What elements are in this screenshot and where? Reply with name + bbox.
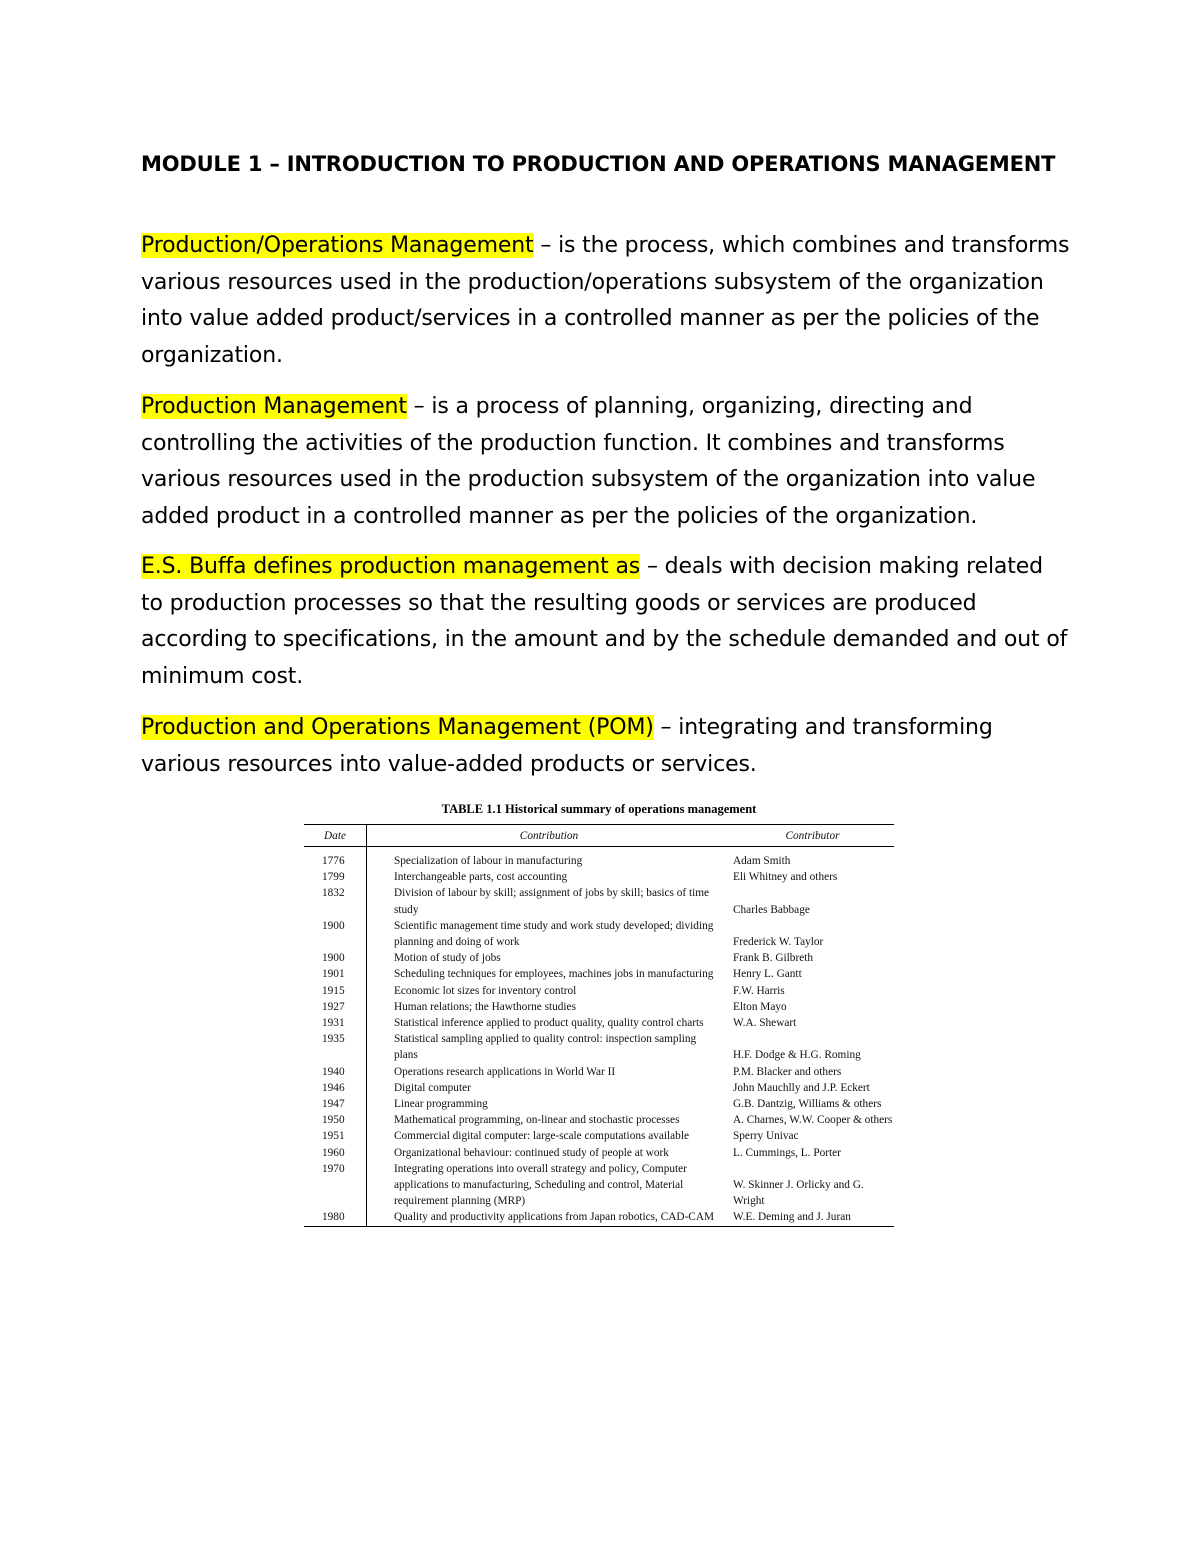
table-row [304, 1161, 894, 1210]
cell-contribution: Digital computer [394, 1081, 471, 1094]
cell-contribution: Linear programming [394, 1098, 488, 1111]
module-heading: MODULE 1 – INTRODUCTION TO PRODUCTION AND OPERATIONS MANAGEMENT [141, 152, 1056, 176]
cell-contributor: W.A. Shewart [733, 1017, 797, 1030]
cell-contributor: Adam Smith [733, 855, 791, 867]
cell-contributor: A. Charnes, W.W. Cooper & others [733, 1114, 893, 1127]
cell-contribution: Economic lot sizes for inventory control [394, 984, 577, 997]
cell-contributor: Henry L. Gantt [733, 968, 802, 981]
cell-date: 1940 [304, 1064, 367, 1080]
cell-contributor: Elton Mayo [733, 1000, 787, 1013]
cell-date: 1927 [304, 999, 367, 1015]
highlighted-term: E.S. Buffa defines production management as [141, 554, 641, 579]
cell-date: 1900 [304, 950, 367, 966]
cell-contributor: John Mauchlly and J.P. Eckert [733, 1081, 870, 1094]
cell-contributor: Eli Whitney and others [733, 871, 838, 884]
table-row [304, 918, 894, 950]
cell-contribution: Scheduling techniques for employees, machines jobs in manufacturing [394, 968, 714, 981]
cell-contributor: Frederick W. Taylor [733, 936, 824, 949]
cell-date: 1776 [304, 847, 367, 870]
table-row [304, 1112, 894, 1128]
cell-contributor: H.F. Dodge & H.G. Roming [733, 1049, 861, 1062]
table-body [304, 847, 894, 1227]
cell-contribution: Commercial digital computer: large-scale computations available [394, 1130, 689, 1143]
table-row [304, 1080, 894, 1096]
cell-contribution: Statistical inference applied to product quality, quality control charts [394, 1017, 704, 1030]
highlighted-term: Production Management [141, 394, 407, 419]
cell-date: 1960 [304, 1145, 367, 1161]
definition-text: – is a process of planning, organizing, directing and controlling the activities of the production function. It combines and transforms various resources used in the production subsystem of the organization into value added product in a controlled manner as per the policies of the organization. [141, 394, 1036, 529]
cell-contributor: W.E. Deming and J. Juran [731, 1209, 894, 1226]
column-header-contributor: Contributor [731, 825, 894, 847]
table-caption: TABLE 1.1 Historical summary of operations management [441, 802, 757, 816]
table-row [304, 1031, 894, 1063]
definition-buffa [141, 549, 1071, 695]
cell-contribution: Quality and productivity applications from Japan robotics, CAD-CAM [367, 1209, 732, 1226]
column-header-contribution: Contribution [367, 825, 732, 847]
cell-contribution: Division of labour by skill; assignment of jobs by skill; basics of time study [394, 887, 710, 916]
table-row [304, 847, 894, 870]
table-row [304, 1209, 894, 1226]
definition-pom [141, 710, 1071, 783]
cell-date: 1980 [304, 1209, 367, 1226]
cell-date: 1947 [304, 1096, 367, 1112]
cell-contribution: Mathematical programming, on-linear and stochastic processes [394, 1114, 680, 1127]
cell-date: 1900 [304, 918, 367, 950]
historical-summary-table [304, 824, 894, 1227]
cell-contribution: Operations research applications in World War II [394, 1065, 616, 1078]
cell-contribution: Scientific management time study and work study developed; dividing planning and doing of work [394, 919, 714, 949]
cell-contributor: Frank B. Gilbreth [733, 952, 814, 965]
highlighted-term: Production/Operations Management [141, 233, 534, 258]
definition-production-operations-management [141, 228, 1071, 374]
cell-date: 1832 [304, 885, 367, 917]
table-row [304, 983, 894, 999]
table-row [304, 1064, 894, 1080]
definition-text: – integrating and transforming various resources into value-added products or services. [141, 715, 993, 777]
table-row [304, 1096, 894, 1112]
cell-contribution: Organizational behaviour: continued study of people at work [394, 1146, 669, 1159]
cell-contributor: P.M. Blacker and others [733, 1065, 842, 1078]
definition-text: – is the process, which combines and transforms various resources used in the production/operations subsystem of the organization into value added product/services in a controlled manner as per the policies of the organization. [141, 233, 1070, 368]
cell-date: 1951 [304, 1128, 367, 1144]
cell-contributor: L. Cummings, L. Porter [733, 1146, 841, 1159]
cell-contribution: Interchangeable parts, cost accounting [394, 871, 568, 884]
highlighted-term: Production and Operations Management (POM) [141, 715, 654, 740]
cell-date: 1931 [304, 1015, 367, 1031]
table-row [304, 999, 894, 1015]
cell-date: 1799 [304, 869, 367, 885]
cell-contributor: W. Skinner J. Orlicky and G. Wright [733, 1179, 864, 1208]
table-row [304, 885, 894, 917]
cell-contributor: F.W. Harris [733, 984, 785, 997]
table-row [304, 1145, 894, 1161]
cell-contribution: Specialization of labour in manufacturing [394, 855, 583, 867]
table-row [304, 966, 894, 982]
table-row [304, 1128, 894, 1144]
table-row [304, 1015, 894, 1031]
cell-contribution: Human relations; the Hawthorne studies [394, 1000, 576, 1013]
table-header-row [304, 825, 894, 847]
definition-text: – deals with decision making related to production processes so that the resulting goods or services are produced according to specifications, in the amount and by the schedule demanded and out of minimum cost. [141, 554, 1068, 689]
cell-contribution: Motion of study of jobs [394, 952, 501, 965]
definition-production-management [141, 389, 1071, 535]
cell-contributor: Sperry Univac [733, 1130, 799, 1143]
cell-date: 1950 [304, 1112, 367, 1128]
cell-date: 1935 [304, 1031, 367, 1063]
cell-date: 1915 [304, 983, 367, 999]
table-row [304, 869, 894, 885]
cell-contributor: Charles Babbage [733, 903, 810, 916]
cell-contributor: G.B. Dantzig, Williams & others [733, 1098, 882, 1111]
cell-date: 1970 [304, 1161, 367, 1210]
historical-summary-figure [304, 800, 894, 1345]
cell-contribution: Statistical sampling applied to quality control: inspection sampling plans [394, 1033, 697, 1062]
column-header-date: Date [304, 825, 367, 847]
cell-contribution: Integrating operations into overall strategy and policy, Computer applications to manufacturing, Scheduling and control, Material requirement planning (MRP) [394, 1162, 687, 1208]
cell-date: 1901 [304, 966, 367, 982]
table-row [304, 950, 894, 966]
cell-date: 1946 [304, 1080, 367, 1096]
